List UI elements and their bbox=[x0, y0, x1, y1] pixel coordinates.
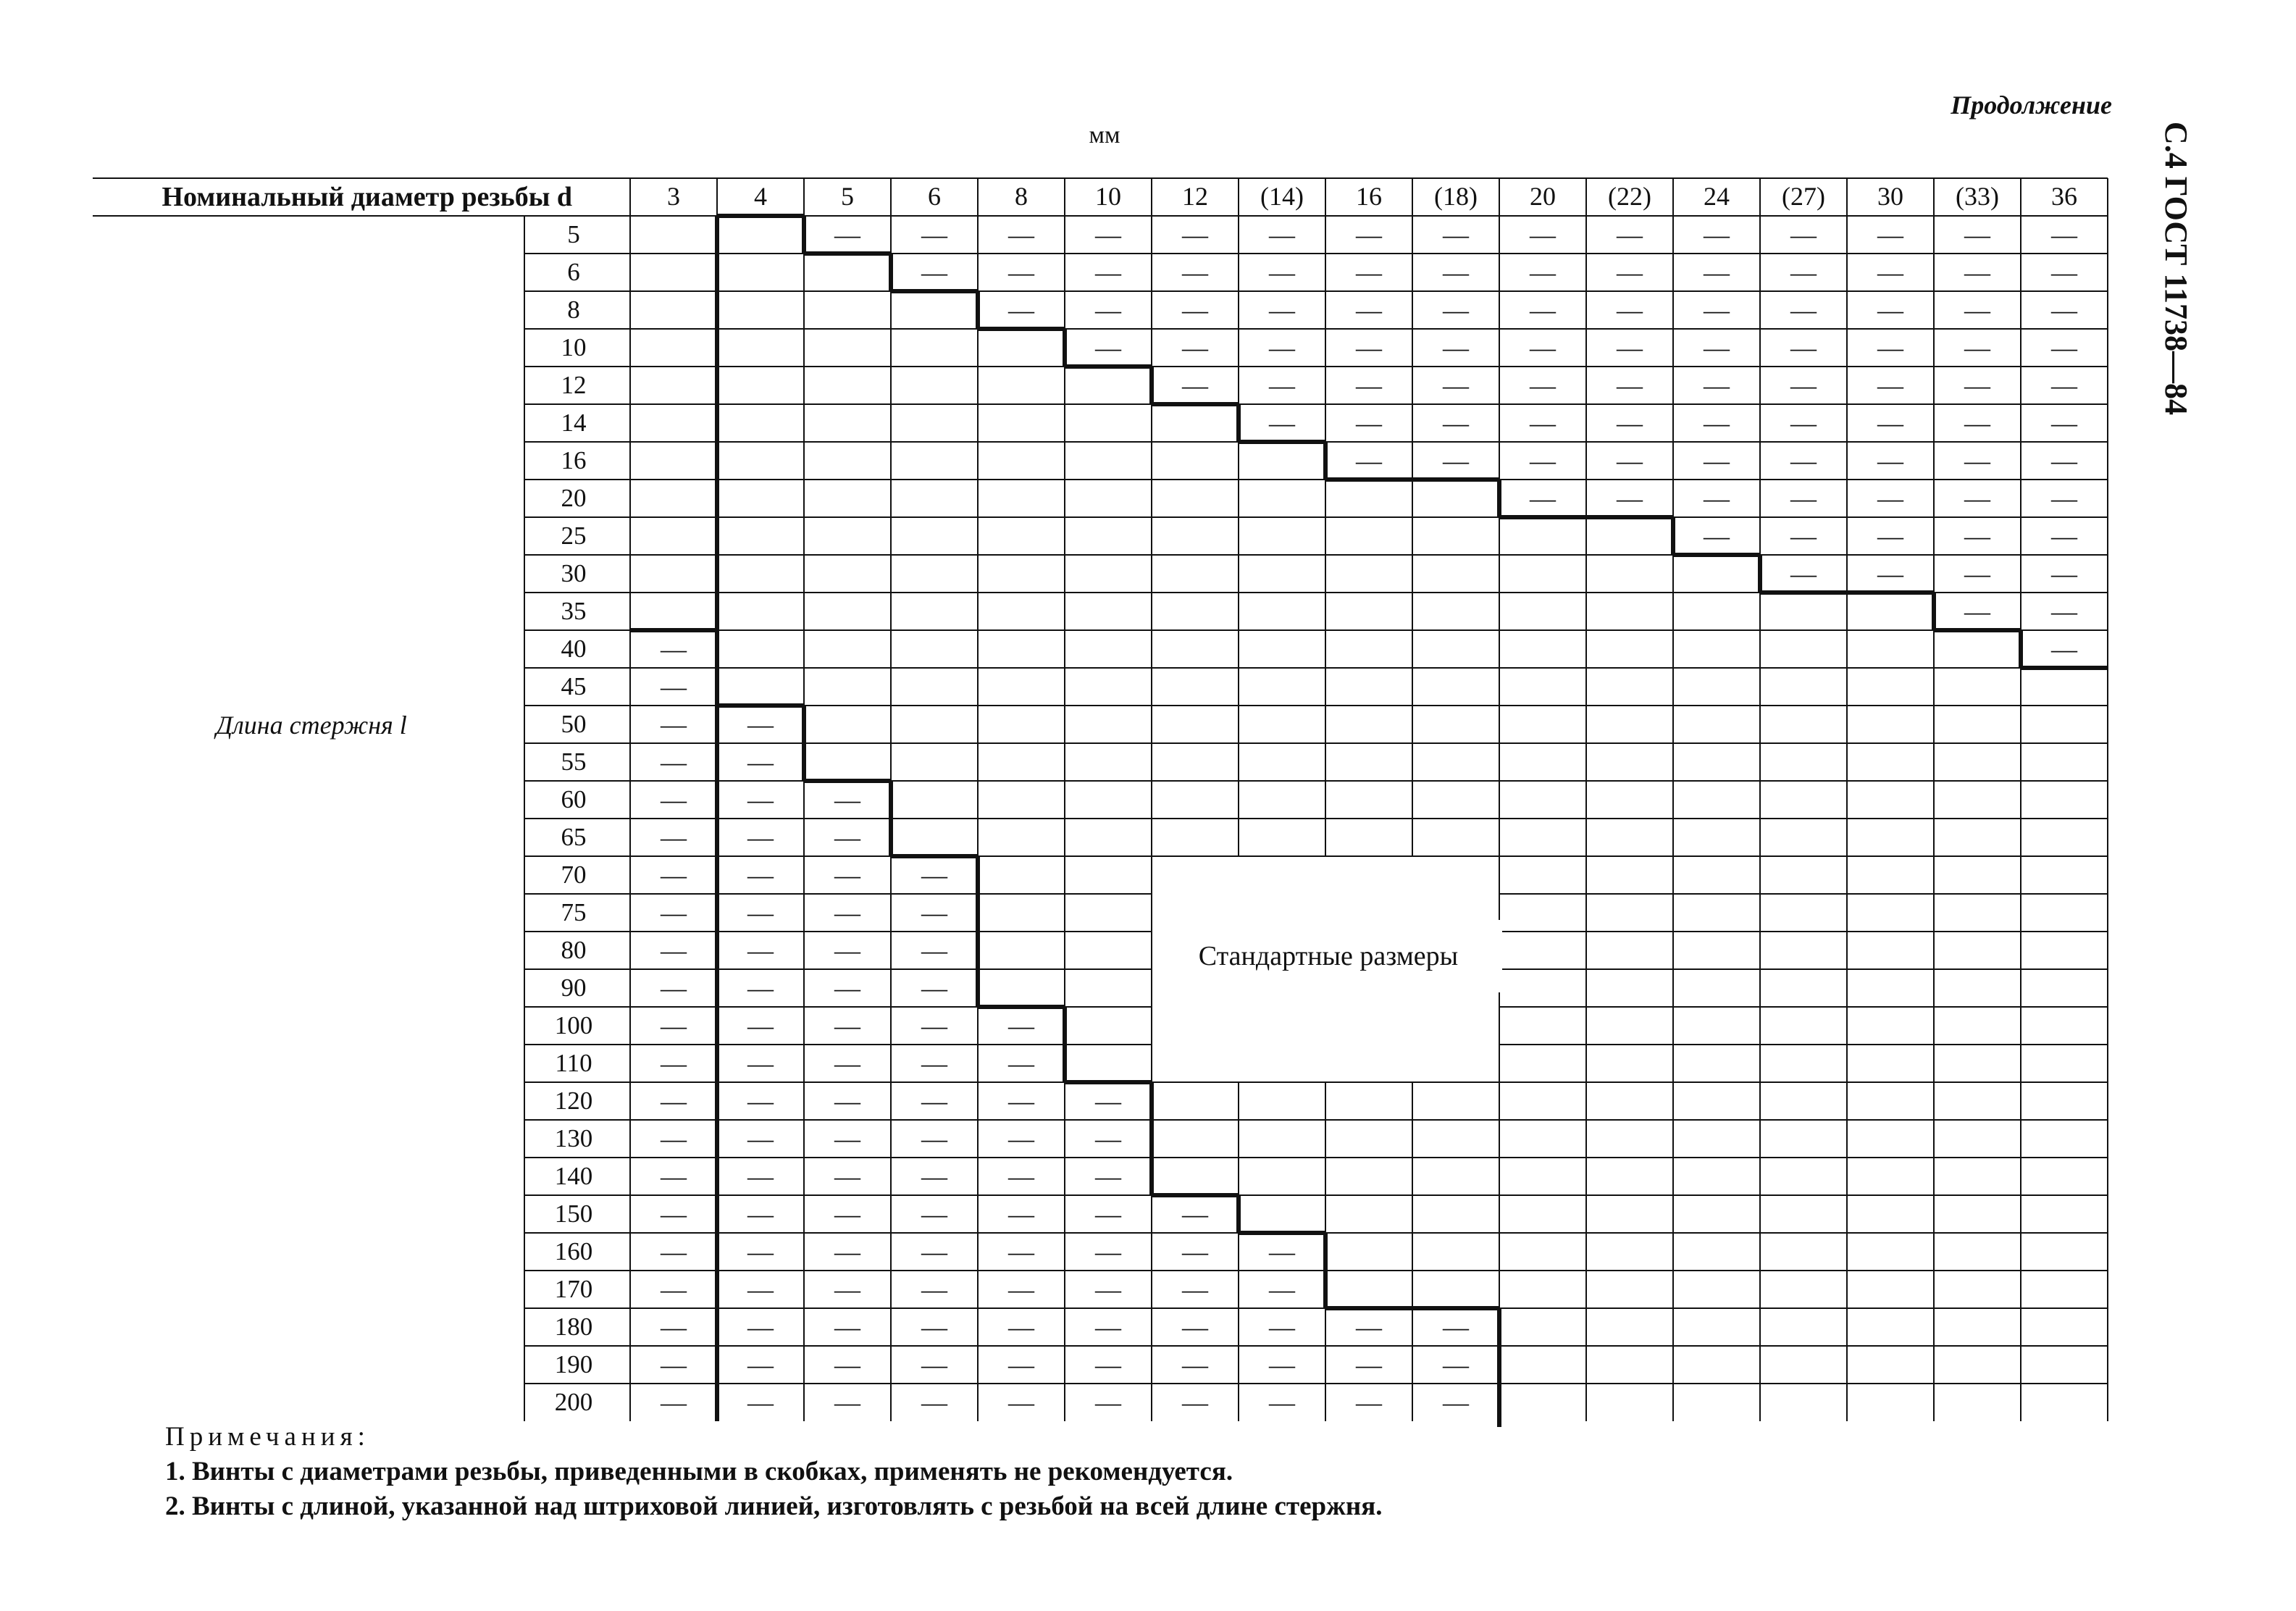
dash-cell: — bbox=[1008, 1087, 1034, 1116]
dash-cell: — bbox=[1269, 1350, 1295, 1379]
dash-cell: — bbox=[1095, 1350, 1121, 1379]
dash-cell: — bbox=[661, 635, 687, 664]
length-row-label: 5 bbox=[567, 220, 580, 248]
dash-cell: — bbox=[921, 898, 947, 927]
dash-cell: — bbox=[834, 785, 860, 814]
dash-cell: — bbox=[921, 974, 947, 1003]
dash-cell: — bbox=[921, 1011, 947, 1040]
dash-cell: — bbox=[1356, 258, 1382, 287]
notes bbox=[165, 1420, 2048, 1524]
dash-cell: — bbox=[661, 672, 687, 701]
dash-cell: — bbox=[747, 710, 774, 739]
dash-cell: — bbox=[661, 1049, 687, 1078]
dash-cell: — bbox=[1617, 371, 1643, 400]
dash-cell: — bbox=[1095, 1237, 1121, 1266]
diameter-header-cell: (27) bbox=[1782, 182, 1825, 211]
diameter-header-cell: (18) bbox=[1434, 182, 1478, 211]
dash-cell: — bbox=[1790, 409, 1817, 438]
dash-cell: — bbox=[1877, 220, 1903, 249]
diameter-header-cell: 30 bbox=[1877, 182, 1903, 211]
dash-cell: — bbox=[1617, 333, 1643, 362]
dash-cell: — bbox=[747, 1350, 774, 1379]
dash-cell: — bbox=[921, 1049, 947, 1078]
dash-cell: — bbox=[747, 1313, 774, 1342]
dash-cell: — bbox=[747, 748, 774, 777]
length-row-label: 150 bbox=[554, 1200, 593, 1228]
dash-cell: — bbox=[1356, 1350, 1382, 1379]
dash-cell: — bbox=[1356, 1313, 1382, 1342]
dash-cell: — bbox=[1964, 522, 1990, 551]
dash-cell: — bbox=[1530, 220, 1556, 249]
diameter-header-cell: 16 bbox=[1356, 182, 1382, 211]
length-row-label: 8 bbox=[567, 296, 580, 324]
dash-cell: — bbox=[1530, 333, 1556, 362]
dash-cell: — bbox=[747, 898, 774, 927]
dash-cell: — bbox=[1269, 409, 1295, 438]
dash-cell: — bbox=[1095, 1313, 1121, 1342]
dash-cell: — bbox=[1617, 220, 1643, 249]
dash-cell: — bbox=[1877, 296, 1903, 325]
dash-cell: — bbox=[1269, 258, 1295, 287]
dash-cell: — bbox=[747, 1237, 774, 1266]
dash-cell: — bbox=[1269, 220, 1295, 249]
dash-cell: — bbox=[1704, 220, 1730, 249]
dash-cell: — bbox=[1356, 296, 1382, 325]
dash-cell: — bbox=[2051, 409, 2077, 438]
dash-cell: — bbox=[1617, 296, 1643, 325]
dash-cell: — bbox=[1530, 409, 1556, 438]
dash-cell: — bbox=[834, 1313, 860, 1342]
dash-cell: — bbox=[1182, 1388, 1208, 1417]
length-row-label: 160 bbox=[554, 1237, 593, 1265]
diameter-header-cell: 4 bbox=[754, 182, 767, 211]
dash-cell: — bbox=[921, 1275, 947, 1304]
dash-cell: — bbox=[1704, 333, 1730, 362]
dash-cell: — bbox=[1095, 220, 1121, 249]
dash-cell: — bbox=[1095, 1388, 1121, 1417]
dash-cell: — bbox=[921, 1200, 947, 1229]
length-row-label: 50 bbox=[561, 710, 587, 738]
dash-cell: — bbox=[747, 974, 774, 1003]
dash-cell: — bbox=[1530, 371, 1556, 400]
length-row-label: 130 bbox=[554, 1124, 593, 1152]
dash-cell: — bbox=[921, 258, 947, 287]
dash-cell: — bbox=[1964, 333, 1990, 362]
dash-cell: — bbox=[1356, 446, 1382, 475]
dash-cell: — bbox=[1356, 220, 1382, 249]
dash-cell: — bbox=[1008, 296, 1034, 325]
length-row-label: 55 bbox=[561, 748, 587, 776]
notes-title: Примечания: bbox=[165, 1422, 370, 1452]
dash-cell: — bbox=[1617, 409, 1643, 438]
diameter-header-cell: 8 bbox=[1015, 182, 1028, 211]
dash-cell: — bbox=[921, 1162, 947, 1191]
dash-cell: — bbox=[661, 1313, 687, 1342]
dash-cell: — bbox=[834, 1237, 860, 1266]
dash-cell: — bbox=[2051, 258, 2077, 287]
dash-cell: — bbox=[661, 974, 687, 1003]
dash-cell: — bbox=[834, 936, 860, 965]
dash-cell: — bbox=[1790, 522, 1817, 551]
dash-cell: — bbox=[2051, 635, 2077, 664]
length-row-label: 40 bbox=[561, 635, 587, 663]
dash-cell: — bbox=[2051, 597, 2077, 626]
diameter-header: Номинальный диаметр резьбы d bbox=[162, 182, 572, 212]
dash-cell: — bbox=[1443, 220, 1469, 249]
continuation-label: Продолжение bbox=[1951, 91, 2112, 120]
dash-cell: — bbox=[921, 861, 947, 890]
dash-cell: — bbox=[2051, 333, 2077, 362]
dash-cell: — bbox=[1790, 484, 1817, 513]
diameter-header-cell: 36 bbox=[2051, 182, 2077, 211]
dash-cell: — bbox=[1182, 1313, 1208, 1342]
diameter-header-cell: (14) bbox=[1260, 182, 1304, 211]
dash-cell: — bbox=[834, 1087, 860, 1116]
dash-cell: — bbox=[1964, 258, 1990, 287]
dash-cell: — bbox=[661, 1275, 687, 1304]
dash-cell: — bbox=[1356, 333, 1382, 362]
dash-cell: — bbox=[1530, 446, 1556, 475]
dash-cell: — bbox=[1008, 258, 1034, 287]
dash-cell: — bbox=[921, 1350, 947, 1379]
dash-cell: — bbox=[1877, 258, 1903, 287]
dash-cell: — bbox=[747, 861, 774, 890]
length-row-label: 70 bbox=[561, 861, 587, 889]
length-row-label: 10 bbox=[561, 333, 587, 361]
dash-cell: — bbox=[2051, 296, 2077, 325]
dash-cell: — bbox=[1443, 409, 1469, 438]
diameter-header-cell: 20 bbox=[1530, 182, 1556, 211]
dash-cell: — bbox=[1704, 296, 1730, 325]
length-row-label: 120 bbox=[554, 1087, 593, 1115]
length-row-label: 60 bbox=[561, 785, 587, 813]
dash-cell: — bbox=[1008, 1388, 1034, 1417]
diameter-header-cell: 12 bbox=[1182, 182, 1208, 211]
dash-cell: — bbox=[1095, 258, 1121, 287]
dash-cell: — bbox=[1790, 559, 1817, 588]
length-row-label: 30 bbox=[561, 559, 587, 587]
dash-cell: — bbox=[1008, 1275, 1034, 1304]
dash-cell: — bbox=[834, 1275, 860, 1304]
dash-cell: — bbox=[747, 823, 774, 852]
dash-cell: — bbox=[747, 1388, 774, 1417]
dash-cell: — bbox=[1790, 446, 1817, 475]
length-header: Длина стержня l bbox=[216, 711, 407, 740]
dash-cell: — bbox=[661, 710, 687, 739]
dash-cell: — bbox=[1095, 1200, 1121, 1229]
dash-cell: — bbox=[921, 220, 947, 249]
dash-cell: — bbox=[834, 1049, 860, 1078]
length-row-label: 20 bbox=[561, 484, 587, 512]
dash-cell: — bbox=[1443, 333, 1469, 362]
dash-cell: — bbox=[1704, 446, 1730, 475]
dash-cell: — bbox=[1008, 1124, 1034, 1153]
diameter-header-cell: (22) bbox=[1608, 182, 1651, 211]
dash-cell: — bbox=[1095, 1087, 1121, 1116]
length-row-label: 110 bbox=[555, 1049, 592, 1077]
length-row-label: 100 bbox=[554, 1011, 593, 1039]
dash-cell: — bbox=[834, 220, 860, 249]
dash-cell: — bbox=[747, 1087, 774, 1116]
dash-cell: — bbox=[834, 1388, 860, 1417]
dash-cell: — bbox=[747, 1162, 774, 1191]
dash-cell: — bbox=[1269, 296, 1295, 325]
standard-sizes-label: Стандартные размеры bbox=[1155, 920, 1502, 992]
dash-cell: — bbox=[1182, 333, 1208, 362]
dash-cell: — bbox=[1269, 333, 1295, 362]
length-row-label: 35 bbox=[561, 597, 587, 625]
dash-cell: — bbox=[1443, 296, 1469, 325]
dash-cell: — bbox=[1095, 333, 1121, 362]
dash-cell: — bbox=[921, 1237, 947, 1266]
dash-cell: — bbox=[1964, 409, 1990, 438]
dash-cell: — bbox=[1704, 522, 1730, 551]
dash-cell: — bbox=[1008, 1162, 1034, 1191]
dash-cell: — bbox=[747, 1124, 774, 1153]
dash-cell: — bbox=[1443, 1350, 1469, 1379]
length-row-label: 80 bbox=[561, 936, 587, 964]
dash-cell: — bbox=[1356, 1388, 1382, 1417]
dash-cell: — bbox=[1269, 1275, 1295, 1304]
dash-cell: — bbox=[1095, 1162, 1121, 1191]
page-code-text: С.4 ГОСТ 11738—84 bbox=[2158, 121, 2195, 415]
dash-cell: — bbox=[747, 1049, 774, 1078]
dash-cell: — bbox=[1008, 1011, 1034, 1040]
dash-cell: — bbox=[661, 1350, 687, 1379]
dash-cell: — bbox=[661, 936, 687, 965]
dash-cell: — bbox=[1269, 1237, 1295, 1266]
length-row-label: 65 bbox=[561, 823, 587, 851]
dash-cell: — bbox=[1964, 220, 1990, 249]
dash-cell: — bbox=[1182, 258, 1208, 287]
dash-cell: — bbox=[1008, 1237, 1034, 1266]
dash-cell: — bbox=[747, 785, 774, 814]
dash-cell: — bbox=[661, 861, 687, 890]
dash-cell: — bbox=[1356, 371, 1382, 400]
dash-cell: — bbox=[661, 785, 687, 814]
dash-cell: — bbox=[2051, 220, 2077, 249]
dash-cell: — bbox=[1790, 333, 1817, 362]
dash-cell: — bbox=[834, 1011, 860, 1040]
dash-cell: — bbox=[1877, 446, 1903, 475]
dash-cell: — bbox=[1790, 371, 1817, 400]
length-row-label: 14 bbox=[561, 409, 587, 437]
dash-cell: — bbox=[1182, 1350, 1208, 1379]
length-row-label: 6 bbox=[567, 258, 580, 286]
dash-cell: — bbox=[1704, 258, 1730, 287]
length-row-label: 180 bbox=[554, 1313, 593, 1341]
diameter-header-cell: 5 bbox=[841, 182, 854, 211]
dash-cell: — bbox=[1617, 484, 1643, 513]
dash-cell: — bbox=[1790, 296, 1817, 325]
dash-cell: — bbox=[921, 1313, 947, 1342]
dash-cell: — bbox=[1095, 1275, 1121, 1304]
length-row-label: 200 bbox=[554, 1388, 593, 1416]
diameter-header-cell: 24 bbox=[1704, 182, 1730, 211]
dash-cell: — bbox=[1356, 409, 1382, 438]
dash-cell: — bbox=[1269, 1388, 1295, 1417]
dash-cell: — bbox=[1443, 446, 1469, 475]
dash-cell: — bbox=[921, 936, 947, 965]
diameter-header-cell: 10 bbox=[1095, 182, 1121, 211]
dash-cell: — bbox=[661, 1162, 687, 1191]
dash-cell: — bbox=[747, 1200, 774, 1229]
dash-cell: — bbox=[1182, 220, 1208, 249]
dash-cell: — bbox=[1095, 1124, 1121, 1153]
length-row-label: 75 bbox=[561, 898, 587, 926]
note-1: 1. Винты с диаметрами резьбы, приведенными в скобках, применять не рекомендуется. bbox=[165, 1457, 1233, 1486]
dash-cell: — bbox=[1964, 296, 1990, 325]
dash-cell: — bbox=[1008, 1049, 1034, 1078]
dash-cell: — bbox=[834, 861, 860, 890]
dash-cell: — bbox=[1008, 1200, 1034, 1229]
dash-cell: — bbox=[1790, 258, 1817, 287]
dash-cell: — bbox=[661, 823, 687, 852]
length-row-label: 170 bbox=[554, 1275, 593, 1303]
dash-cell: — bbox=[1182, 296, 1208, 325]
dash-cell: — bbox=[1704, 371, 1730, 400]
length-row-label: 16 bbox=[561, 446, 587, 474]
dash-cell: — bbox=[834, 898, 860, 927]
diameter-header-cell: 6 bbox=[928, 182, 941, 211]
dash-cell: — bbox=[1008, 220, 1034, 249]
dash-cell: — bbox=[1964, 484, 1990, 513]
dash-cell: — bbox=[921, 1124, 947, 1153]
dash-cell: — bbox=[1877, 559, 1903, 588]
dash-cell: — bbox=[1182, 371, 1208, 400]
dash-cell: — bbox=[661, 1200, 687, 1229]
dash-cell: — bbox=[1530, 258, 1556, 287]
dash-cell: — bbox=[1095, 296, 1121, 325]
dash-cell: — bbox=[1443, 371, 1469, 400]
dash-cell: — bbox=[661, 1011, 687, 1040]
dash-cell: — bbox=[834, 1350, 860, 1379]
dash-cell: — bbox=[834, 1200, 860, 1229]
dash-cell: — bbox=[1269, 1313, 1295, 1342]
dash-cell: — bbox=[1182, 1237, 1208, 1266]
dash-cell: — bbox=[1704, 409, 1730, 438]
length-row-label: 140 bbox=[554, 1162, 593, 1190]
dash-cell: — bbox=[834, 974, 860, 1003]
diameter-header-cell: (33) bbox=[1956, 182, 1999, 211]
dash-cell: — bbox=[834, 823, 860, 852]
dash-cell: — bbox=[1443, 1388, 1469, 1417]
dash-cell: — bbox=[661, 748, 687, 777]
dash-cell: — bbox=[921, 1087, 947, 1116]
dash-cell: — bbox=[1964, 371, 1990, 400]
length-row-label: 25 bbox=[561, 522, 587, 550]
dash-cell: — bbox=[1182, 1275, 1208, 1304]
dash-cell: — bbox=[2051, 484, 2077, 513]
dash-cell: — bbox=[661, 1087, 687, 1116]
note-2: 2. Винты с длиной, указанной над штриховой линией, изготовлять с резьбой на всей длине стержня. bbox=[165, 1491, 1383, 1521]
dash-cell: — bbox=[1008, 1313, 1034, 1342]
dash-cell: — bbox=[661, 1388, 687, 1417]
dash-cell: — bbox=[2051, 371, 2077, 400]
dash-cell: — bbox=[747, 1011, 774, 1040]
dash-cell: — bbox=[1182, 1200, 1208, 1229]
dash-cell: — bbox=[747, 1275, 774, 1304]
dash-cell: — bbox=[2051, 559, 2077, 588]
length-row-label: 190 bbox=[554, 1350, 593, 1378]
dash-cell: — bbox=[1443, 258, 1469, 287]
dash-cell: — bbox=[1877, 333, 1903, 362]
dash-cell: — bbox=[834, 1162, 860, 1191]
diameter-header-cell: 3 bbox=[667, 182, 680, 211]
dash-cell: — bbox=[661, 1124, 687, 1153]
dash-cell: — bbox=[1704, 484, 1730, 513]
dash-cell: — bbox=[661, 898, 687, 927]
length-row-label: 12 bbox=[561, 371, 587, 399]
dash-cell: — bbox=[2051, 522, 2077, 551]
unit-label: мм bbox=[1089, 122, 1120, 148]
dash-cell: — bbox=[1877, 522, 1903, 551]
dash-cell: — bbox=[1443, 1313, 1469, 1342]
dash-cell: — bbox=[921, 1388, 947, 1417]
length-row-label: 90 bbox=[561, 974, 587, 1002]
dash-cell: — bbox=[1877, 409, 1903, 438]
dash-cell: — bbox=[1790, 220, 1817, 249]
dash-cell: — bbox=[1964, 446, 1990, 475]
dash-cell: — bbox=[747, 936, 774, 965]
dash-cell: — bbox=[2051, 446, 2077, 475]
dash-cell: — bbox=[1617, 258, 1643, 287]
dash-cell: — bbox=[661, 1237, 687, 1266]
dash-cell: — bbox=[834, 1124, 860, 1153]
dash-cell: — bbox=[1530, 484, 1556, 513]
dash-cell: — bbox=[1530, 296, 1556, 325]
dash-cell: — bbox=[1269, 371, 1295, 400]
dash-cell: — bbox=[1617, 446, 1643, 475]
dash-cell: — bbox=[1877, 371, 1903, 400]
dash-cell: — bbox=[1964, 597, 1990, 626]
dash-cell: — bbox=[1008, 1350, 1034, 1379]
dash-cell: — bbox=[1964, 559, 1990, 588]
dash-cell: — bbox=[1877, 484, 1903, 513]
length-row-label: 45 bbox=[561, 672, 587, 700]
